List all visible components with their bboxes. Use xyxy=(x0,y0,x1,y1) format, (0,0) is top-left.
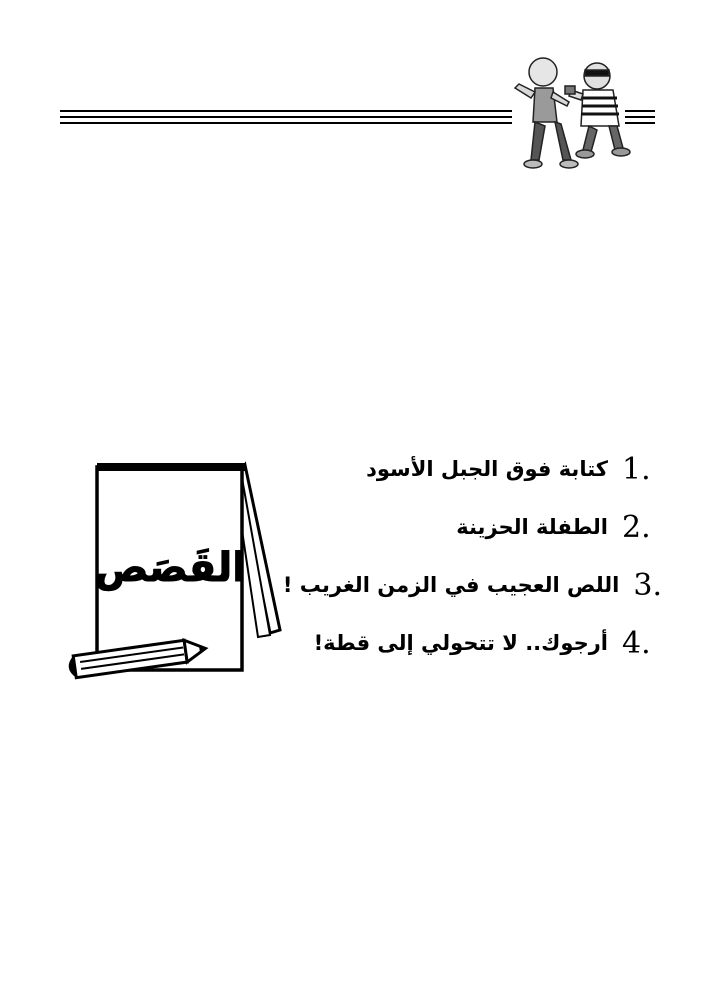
story-number: 3. xyxy=(633,567,662,603)
story-title: الطفلة الحزينة xyxy=(456,515,608,539)
list-item xyxy=(290,614,662,672)
list-item xyxy=(282,556,662,614)
list-item xyxy=(290,498,662,556)
story-title: أرجوك.. لا تتحولي إلى قطة! xyxy=(313,631,608,655)
story-number: 4. xyxy=(622,625,651,661)
cartoon-thief-and-boy-icon xyxy=(505,50,635,180)
story-number: 2. xyxy=(622,509,651,545)
notebook-title: القَصَص xyxy=(94,545,246,591)
thief-figure xyxy=(565,63,630,158)
boy-figure xyxy=(515,58,578,168)
stories-list xyxy=(282,440,662,672)
list-item xyxy=(290,440,662,498)
story-title: اللص العجيب في الزمن الغريب ! xyxy=(282,573,620,597)
story-title: كتابة فوق الجبل الأسود xyxy=(366,457,608,481)
story-number: 1. xyxy=(622,451,651,487)
